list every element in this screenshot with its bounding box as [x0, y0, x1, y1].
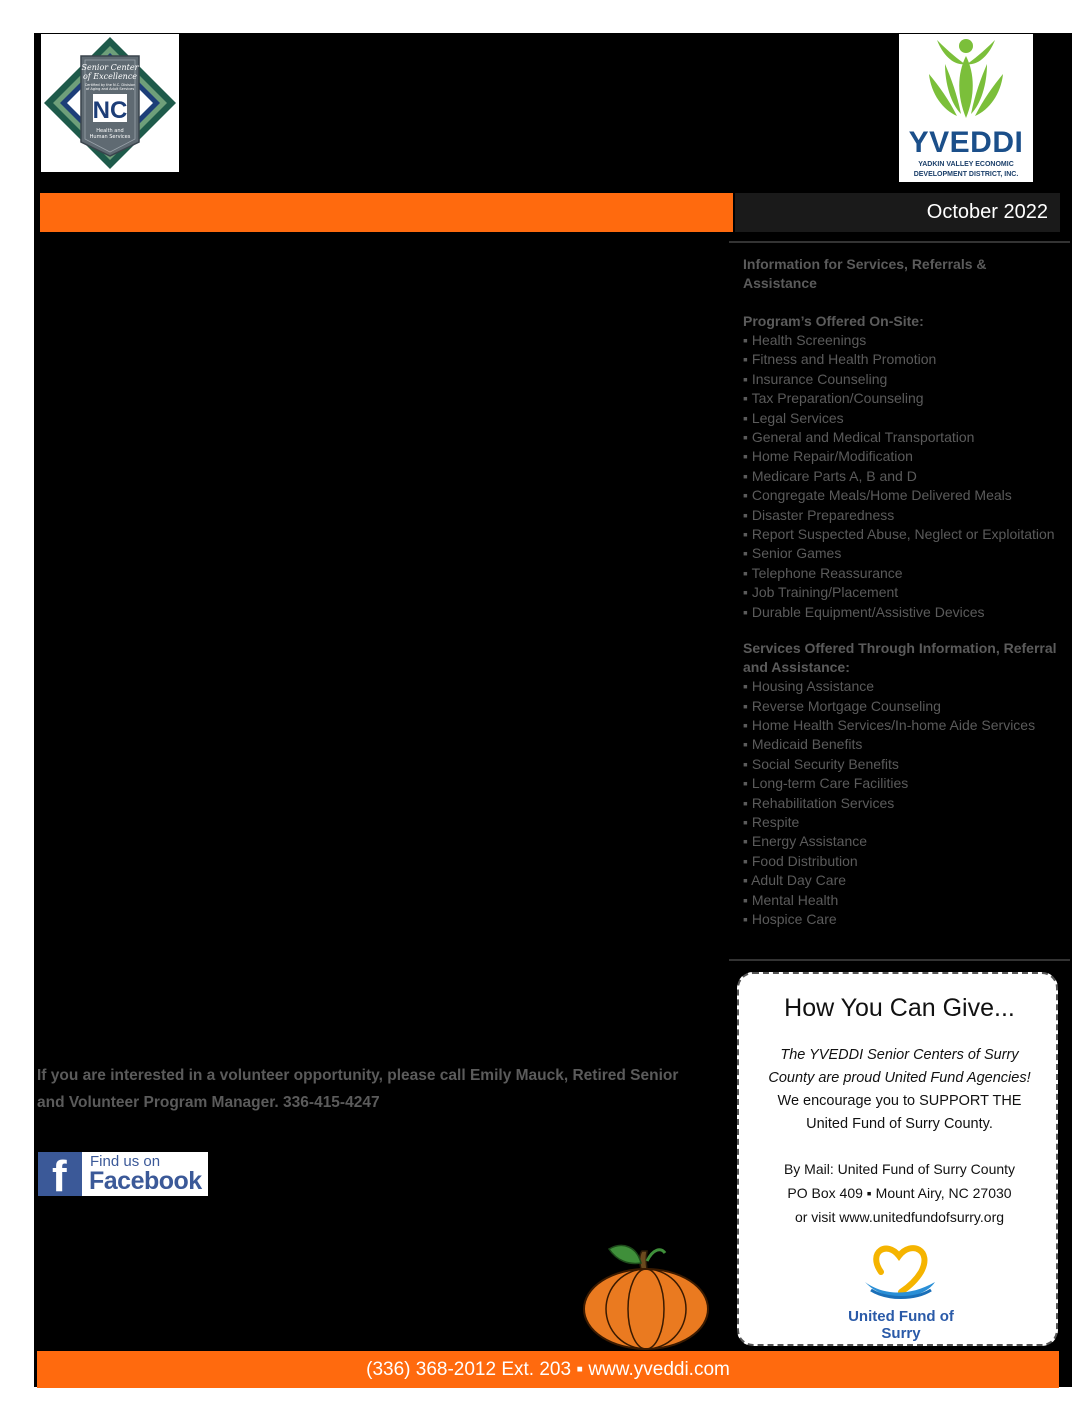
pumpkin-illustration [579, 1239, 714, 1351]
list-item: ▪ Housing Assistance [743, 678, 875, 695]
give-mail-info [749, 1157, 1050, 1229]
sidebar-heading-referral: Services Offered Through Information, Referral and Assistance: [743, 640, 1057, 676]
give-text-3: We encourage you to SUPPORT THE [777, 1093, 1022, 1109]
facebook-icon: f [38, 1152, 82, 1196]
yveddi-subtitle-1: YADKIN VALLEY ECONOMIC [918, 161, 1014, 168]
united-fund-logo-text: United Fund of Surry [848, 1308, 954, 1342]
how-you-can-give-box [737, 972, 1058, 1346]
list-item: ▪ Home Health Services/In-home Aide Services [743, 716, 1036, 733]
newsletter-date: October 2022 [926, 201, 1048, 223]
senior-center-excellence-logo [41, 34, 179, 172]
list-item: ▪ Health Screenings [743, 332, 867, 348]
logo-text-1: Senior Center [81, 63, 139, 72]
list-item: ▪ Home Repair/Modification [743, 448, 913, 465]
list-item: ▪ Mental Health [743, 891, 839, 908]
list-item: ▪ Medicare Parts A, B and D [743, 467, 917, 484]
list-item: ▪ Report Suspected Abuse, Neglect or Exploitation [743, 526, 1055, 543]
list-item: ▪ Hospice Care [743, 910, 837, 927]
mail-line-3: or visit www.unitedfundofsurry.org [794, 1209, 1005, 1225]
date-box [735, 193, 1060, 232]
list-item: ▪ Respite [743, 813, 800, 830]
header-orange-bar [40, 193, 733, 232]
logo-text-3: Certified by the N.C. Division [84, 83, 136, 87]
list-item: ▪ Social Security Benefits [743, 755, 899, 772]
list-item: ▪ Telephone Reassurance [743, 564, 903, 581]
list-item: ▪ Long-term Care Facilities [743, 775, 909, 792]
list-item: ▪ Senior Games [743, 545, 842, 562]
logo-text-4: of Aging and Adult Services [85, 87, 135, 91]
list-item: ▪ Rehabilitation Services [743, 794, 895, 811]
footer-bar [37, 1351, 1059, 1388]
yveddi-subtitle-2: DEVELOPMENT DISTRICT, INC. [913, 171, 1019, 178]
volunteer-line-2: and Volunteer Program Manager. 336-415-4247 [37, 1094, 380, 1111]
onsite-programs-list [743, 331, 1061, 622]
list-item: ▪ Job Training/Placement [743, 584, 899, 601]
list-item: ▪ Insurance Counseling [743, 370, 888, 387]
sidebar-divider-bottom [729, 959, 1070, 961]
volunteer-note [37, 1062, 727, 1116]
footer-contact: (336) 368-2012 Ext. 203 ▪ www.yveddi.com [366, 1359, 730, 1380]
facebook-find-text: Find us on [90, 1153, 161, 1170]
services-sidebar [743, 255, 1061, 929]
list-item: ▪ Disaster Preparedness [743, 506, 895, 523]
list-item: ▪ Legal Services [743, 409, 844, 426]
list-item: ▪ Adult Day Care [743, 872, 847, 889]
mail-line-2: PO Box 409 ▪ Mount Airy, NC 27030 [787, 1185, 1012, 1201]
give-text-1: The YVEDDI Senior Centers of Surry [780, 1047, 1019, 1063]
give-text-2: County are proud United Fund Agencies! [768, 1070, 1031, 1086]
united-fund-logo [831, 1242, 971, 1342]
volunteer-line-1: If you are interested in a volunteer opportunity, please call Emily Mauck, Retired Senior [37, 1067, 679, 1084]
list-item: ▪ Congregate Meals/Home Delivered Meals [743, 487, 1012, 504]
list-item: ▪ Reverse Mortgage Counseling [743, 697, 941, 714]
sidebar-divider-top [729, 241, 1070, 243]
sidebar-heading-info: Information for Services, Referrals & Assistance [743, 256, 987, 291]
yveddi-logo [899, 34, 1033, 182]
logo-text-5: Health and [96, 128, 124, 134]
give-text-4: United Fund of Surry County. [806, 1116, 993, 1132]
logo-text-nc: NC [92, 97, 128, 124]
list-item: ▪ Energy Assistance [743, 833, 868, 850]
sidebar-heading-onsite: Program’s Offered On-Site: [743, 313, 924, 329]
give-title: How You Can Give... [784, 994, 1015, 1022]
list-item: ▪ Medicaid Benefits [743, 736, 863, 753]
list-item: ▪ Tax Preparation/Counseling [743, 390, 924, 407]
logo-text-2: of Excellence [82, 72, 138, 81]
list-item: ▪ Fitness and Health Promotion [743, 351, 937, 368]
mail-line-1: By Mail: United Fund of Surry County [783, 1161, 1016, 1177]
list-item: ▪ Food Distribution [743, 852, 858, 869]
list-item: ▪ Durable Equipment/Assistive Devices [743, 603, 985, 620]
yveddi-name: YVEDDI [908, 126, 1024, 159]
logo-text-6: Human Services [89, 134, 131, 140]
facebook-badge[interactable] [38, 1152, 208, 1201]
facebook-brand-text: Facebook [89, 1167, 202, 1195]
referral-services-list [743, 677, 1061, 929]
list-item: ▪ General and Medical Transportation [743, 429, 975, 446]
